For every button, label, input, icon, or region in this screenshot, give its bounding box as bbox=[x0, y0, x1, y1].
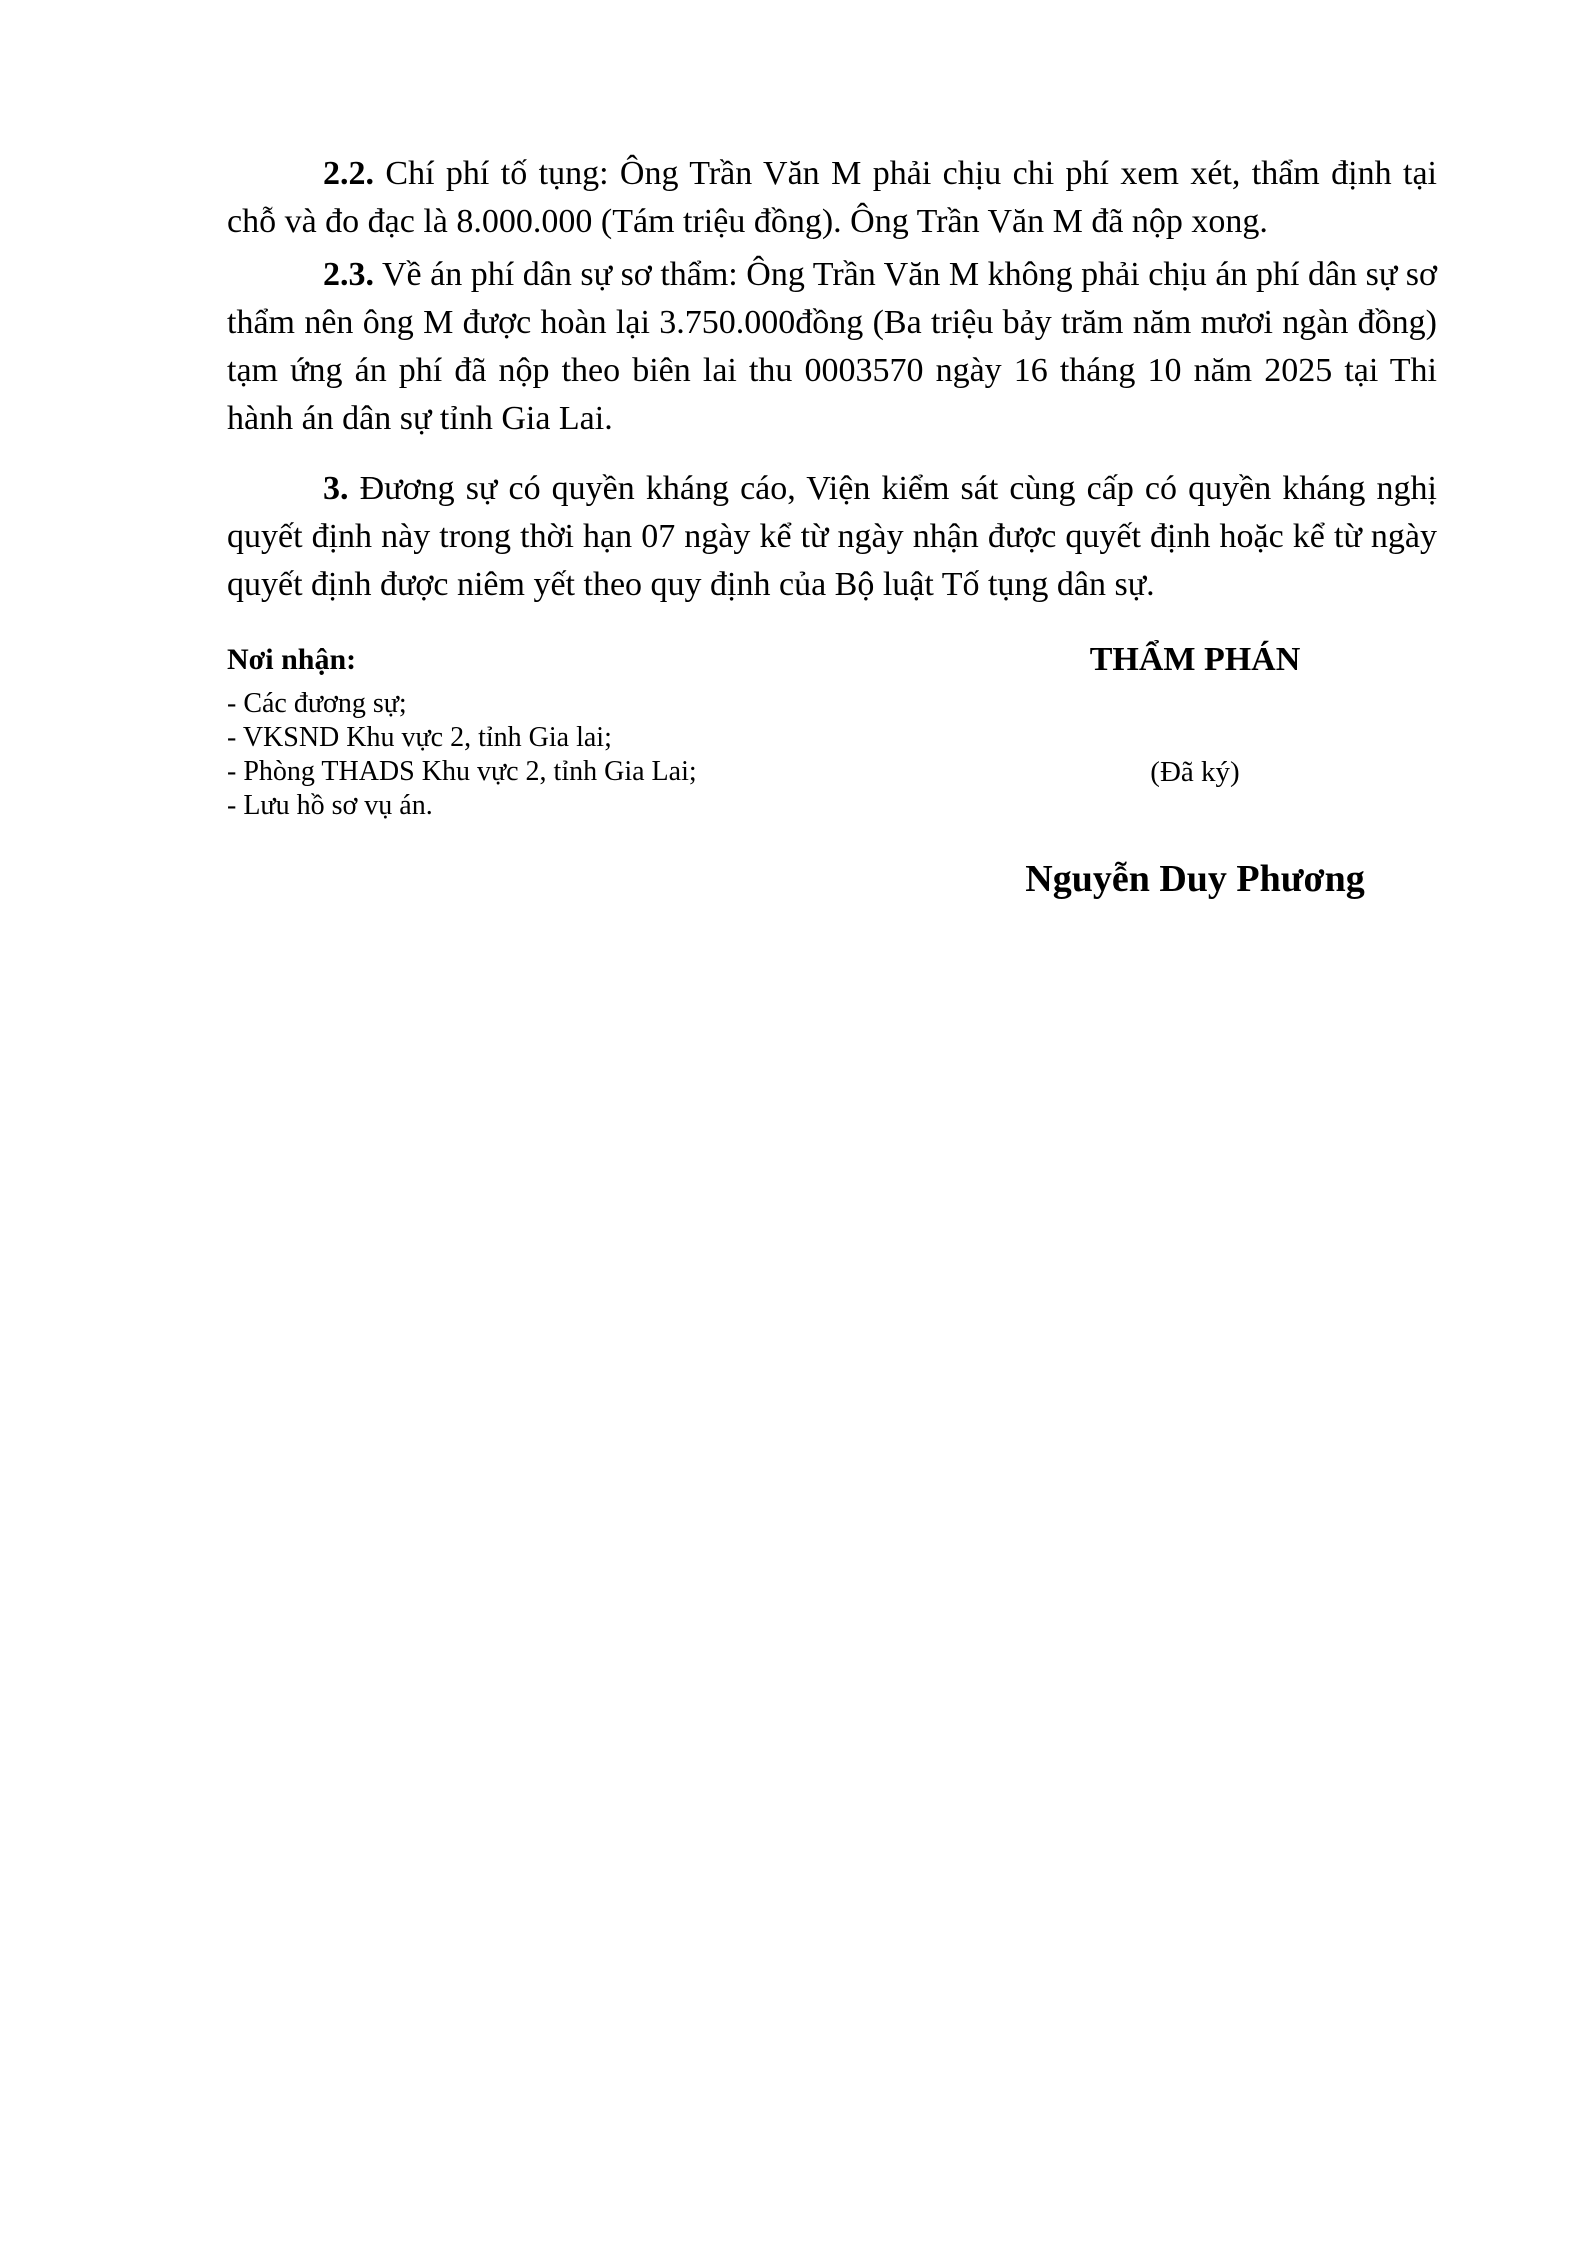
paragraph-number-3: 3. bbox=[323, 470, 349, 507]
paragraph-number-2-3: 2.3. bbox=[323, 256, 374, 293]
signature-footer bbox=[227, 640, 1437, 903]
paragraph-text-2-2: Chí phí tố tụng: Ông Trần Văn M phải chịu chi phí xem xét, thẩm định tại chỗ và đo đạc là 8.000.000 (Tám triệu đồng). Ông Trần Văn M đã nộp xong. bbox=[227, 155, 1437, 240]
paragraph-text-2-3: Về án phí dân sự sơ thẩm: Ông Trần Văn M không phải chịu án phí dân sự sơ thẩm nên ông M được hoàn lại 3.750.000đồng (Ba triệu bảy trăm năm mươi ngàn đồng) tạm ứng án phí đã nộp theo biên lai thu 0003570 ngày 16 tháng 10 năm 2025 tại Thi hành án dân sự tỉnh Gia Lai. bbox=[227, 256, 1437, 437]
judge-name: Nguyễn Duy Phương bbox=[1025, 858, 1365, 900]
recipient-item-case-file: - Lưu hồ sơ vụ án. bbox=[227, 790, 433, 821]
paragraph-text-3: Đương sự có quyền kháng cáo, Viện kiểm sát cùng cấp có quyền kháng nghị quyết định này trong thời hạn 07 ngày kể từ ngày nhận được quyết định hoặc kể từ ngày quyết định được niêm yết theo quy định của Bộ luật Tố tụng dân sự. bbox=[227, 470, 1437, 603]
recipient-item-vksnd: - VKSND Khu vực 2, tỉnh Gia lai; bbox=[227, 722, 612, 753]
paragraph-number-2-2: 2.2. bbox=[323, 155, 374, 192]
judge-title: THẨM PHÁN bbox=[1089, 641, 1301, 678]
signed-note: (Đã ký) bbox=[1150, 756, 1240, 788]
paragraph-appeal-rights bbox=[227, 465, 1437, 609]
judge-signature-block bbox=[953, 640, 1437, 903]
paragraph-litigation-costs bbox=[227, 150, 1437, 246]
recipients-block bbox=[227, 640, 953, 903]
recipient-item-parties: - Các đương sự; bbox=[227, 688, 407, 719]
recipient-item-thads: - Phòng THADS Khu vực 2, tỉnh Gia Lai; bbox=[227, 756, 697, 787]
recipients-list bbox=[227, 687, 953, 823]
recipients-label: Nơi nhận: bbox=[227, 643, 357, 676]
paragraph-court-fees bbox=[227, 251, 1437, 443]
